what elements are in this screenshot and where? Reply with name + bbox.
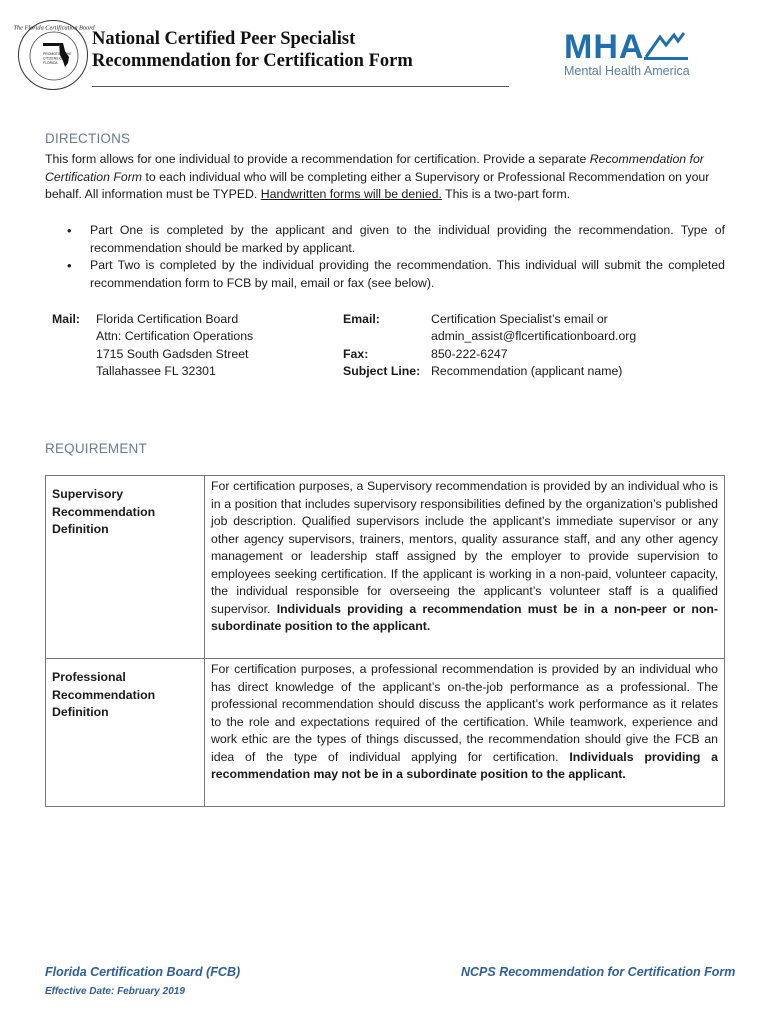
mha-flame-icon <box>644 31 690 61</box>
mail-line-4: Tallahassee FL 32301 <box>96 364 216 378</box>
footer-form-name: NCPS Recommendation for Certification Form <box>461 965 736 979</box>
directions-bullets <box>45 222 725 292</box>
footer-effective-date: Effective Date: February 2019 <box>45 986 185 997</box>
fcb-seal-logo <box>13 20 95 90</box>
bullet-part-one: • Part One is completed by the applicant and given to the individual providing the recommendation. Type of recommendation should be marked by applicant. <box>45 222 725 257</box>
mha-logo <box>556 27 696 81</box>
title-divider <box>92 86 509 87</box>
table-row <box>46 476 725 659</box>
svg-text:CITIZENS OF: CITIZENS OF <box>43 56 65 61</box>
footer-organization: Florida Certification Board (FCB) <box>45 965 241 979</box>
supervisory-label: Supervisory Recommendation Definition <box>46 476 205 659</box>
bullet-part-two: • Part Two is completed by the individual providing the recommendation. This individual will submit the completed recommendation form to FCB by mail, email or fax (see below). <box>45 257 725 292</box>
directions-heading: DIRECTIONS <box>45 131 131 146</box>
title-line-1: National Certified Peer Specialist <box>92 29 356 49</box>
table-row <box>46 659 725 807</box>
subject-line-label: Subject Line: <box>343 364 421 378</box>
fax-number: 850-222-6247 <box>431 347 508 361</box>
mail-line-1: Florida Certification Board <box>96 312 239 326</box>
professional-label: Professional Recommendation Definition <box>46 659 205 807</box>
requirement-table <box>45 475 725 807</box>
requirement-heading: REQUIREMENT <box>45 441 147 456</box>
mail-line-3: 1715 South Gadsden Street <box>96 347 249 361</box>
mha-logo-letters: MHA <box>564 28 645 66</box>
svg-text:FLORIDA: FLORIDA <box>43 61 58 65</box>
mha-logo-subtitle: Mental Health America <box>564 64 690 78</box>
mail-label: Mail: <box>52 312 81 326</box>
email-label: Email: <box>343 312 380 326</box>
fax-label: Fax: <box>343 347 369 361</box>
title-line-2: Recommendation for Certification Form <box>92 51 413 71</box>
email-line-1: Certification Specialist’s email or <box>431 312 608 326</box>
professional-definition: For certification purposes, a professional recommendation is provided by an individual who has direct knowledge of the applicant’s on-the-job performance as a professional. The professional recommendation should discuss the applicant’s work performance as it relates to the role and expectations required of the certification. While teamwork, experience and work ethic are the types of things discussed, the recommendation should give the FCB an idea of the type of individual applying for certification. Individuals providing a recommendation may not be in a subordinate position to the applicant. <box>205 659 725 807</box>
mail-line-2: Attn: Certification Operations <box>96 329 254 343</box>
supervisory-definition: For certification purposes, a Supervisory recommendation is provided by an individual who is in a position that includes supervisory responsibilities defined by the organization’s published job description. Qualified supervisors include the applicant’s immediate supervisor or any other agency supervisors, trainers, mentors, quality assurance staff, and any other agency management or leadership staff assigned by the employer to provide supervision to employees seeking certification. If the applicant is working in a non-paid, volunteer capacity, the individual responsible for overseeing the applicant’s volunteer staff is a qualified supervisor. Individuals providing a recommendation must be in a non-peer or non-subordinate position to the applicant. <box>205 476 725 659</box>
seal-graphic <box>13 21 95 91</box>
subject-line-value: Recommendation (applicant name) <box>431 364 623 378</box>
seal-ring-text: The Florida Certification Board <box>13 24 95 32</box>
svg-text:PROMOTING THE: PROMOTING THE <box>43 52 72 56</box>
page-title <box>92 28 512 72</box>
email-address[interactable]: admin_assist@flcertificationboard.org <box>431 329 637 343</box>
directions-intro: This form allows for one individual to provide a recommendation for certification. Provide a separate Recommendation for Certification Form to each individual who will be completing either a Supervisory or Professional Recommendation on your behalf. All information must be TYPED. Handwritten forms will be denied. This is a two-part form. <box>45 152 710 201</box>
